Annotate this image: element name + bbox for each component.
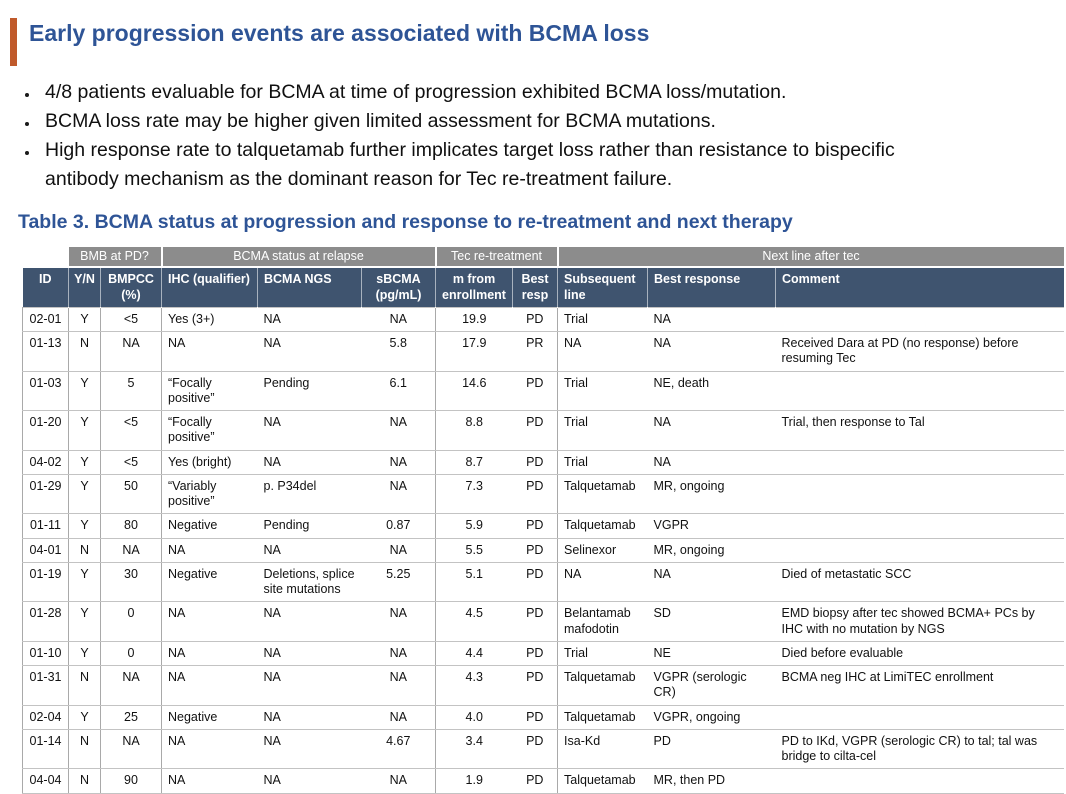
cell-m-from-enrollment: 1.9 (436, 769, 513, 793)
accent-bar (10, 18, 17, 66)
group-header-next-line: Next line after tec (558, 247, 1064, 267)
cell-comment: Died before evaluable (776, 641, 1064, 665)
cell-best-resp: PD (513, 371, 558, 411)
cell-yn: Y (69, 514, 101, 538)
cell-comment (776, 450, 1064, 474)
cell-best-response: VGPR, ongoing (648, 705, 776, 729)
cell-subsequent-line: Talquetamab (558, 666, 648, 706)
cell-id: 04-01 (23, 538, 69, 562)
cell-subsequent-line: NA (558, 332, 648, 372)
column-header-sbcma: sBCMA (pg/mL) (362, 267, 436, 307)
cell-m-from-enrollment: 7.3 (436, 474, 513, 514)
cell-bmpcc-pct: 0 (101, 641, 162, 665)
cell-best-response: MR, ongoing (648, 538, 776, 562)
cell-ihc-qualifier: NA (162, 666, 258, 706)
bullet-item (25, 107, 965, 136)
cell-id: 01-03 (23, 371, 69, 411)
cell-bcma-ngs: Pending (258, 514, 362, 538)
cell-comment: BCMA neg IHC at LimiTEC enrollment (776, 666, 1064, 706)
table-row (23, 538, 1064, 562)
cell-yn: N (69, 769, 101, 793)
cell-bcma-ngs: NA (258, 666, 362, 706)
cell-m-from-enrollment: 4.3 (436, 666, 513, 706)
table-row (23, 729, 1064, 769)
cell-best-resp: PD (513, 666, 558, 706)
cell-sbcma: NA (362, 450, 436, 474)
cell-bcma-ngs: NA (258, 769, 362, 793)
cell-bcma-ngs: NA (258, 641, 362, 665)
cell-yn: Y (69, 705, 101, 729)
cell-best-resp: PD (513, 769, 558, 793)
cell-best-response: NA (648, 562, 776, 602)
cell-bcma-ngs: p. P34del (258, 474, 362, 514)
cell-m-from-enrollment: 8.7 (436, 450, 513, 474)
cell-bmpcc-pct: 25 (101, 705, 162, 729)
cell-sbcma: NA (362, 602, 436, 642)
cell-id: 01-14 (23, 729, 69, 769)
cell-best-resp: PD (513, 411, 558, 451)
column-header-best-resp: Best resp (513, 267, 558, 307)
cell-comment (776, 474, 1064, 514)
cell-best-resp: PD (513, 474, 558, 514)
cell-id: 01-11 (23, 514, 69, 538)
cell-m-from-enrollment: 4.4 (436, 641, 513, 665)
bullet-item (25, 136, 965, 194)
cell-bcma-ngs: Pending (258, 371, 362, 411)
cell-yn: Y (69, 411, 101, 451)
cell-best-resp: PD (513, 538, 558, 562)
cell-comment: Received Dara at PD (no response) before resuming Tec (776, 332, 1064, 372)
cell-id: 01-20 (23, 411, 69, 451)
bullet-text: High response rate to talquetamab further implicates target loss rather than resistance to bispecific antibody mechanism as the dominant reason for Tec re-treatment failure. (45, 139, 895, 190)
group-header-bcma-status: BCMA status at relapse (162, 247, 436, 267)
cell-best-response: NA (648, 450, 776, 474)
cell-ihc-qualifier: NA (162, 602, 258, 642)
cell-ihc-qualifier: Yes (3+) (162, 307, 258, 331)
cell-subsequent-line: Trial (558, 371, 648, 411)
cell-ihc-qualifier: “Focally positive” (162, 411, 258, 451)
cell-id: 01-10 (23, 641, 69, 665)
title-block (10, 16, 1062, 66)
cell-sbcma: NA (362, 474, 436, 514)
column-header-bmpcc-pct: BMPCC (%) (101, 267, 162, 307)
cell-best-resp: PD (513, 602, 558, 642)
cell-bmpcc-pct: <5 (101, 307, 162, 331)
page-title: Early progression events are associated with BCMA loss (29, 20, 650, 46)
cell-id: 01-31 (23, 666, 69, 706)
cell-subsequent-line: Talquetamab (558, 514, 648, 538)
cell-best-response: NE (648, 641, 776, 665)
cell-yn: N (69, 666, 101, 706)
column-header-id: ID (23, 267, 69, 307)
cell-yn: Y (69, 450, 101, 474)
cell-subsequent-line: Belantamab mafodotin (558, 602, 648, 642)
cell-bcma-ngs: Deletions, splice site mutations (258, 562, 362, 602)
cell-bmpcc-pct: <5 (101, 450, 162, 474)
cell-bmpcc-pct: NA (101, 538, 162, 562)
table-row (23, 307, 1064, 331)
cell-subsequent-line: Talquetamab (558, 769, 648, 793)
table-row (23, 562, 1064, 602)
column-header-bcma-ngs: BCMA NGS (258, 267, 362, 307)
group-header-tec-retreatment: Tec re-treatment (436, 247, 558, 267)
cell-comment (776, 307, 1064, 331)
cell-best-response: NA (648, 307, 776, 331)
cell-comment: Trial, then response to Tal (776, 411, 1064, 451)
cell-sbcma: 5.8 (362, 332, 436, 372)
cell-subsequent-line: Trial (558, 307, 648, 331)
cell-ihc-qualifier: “Variably positive” (162, 474, 258, 514)
table-row (23, 705, 1064, 729)
cell-sbcma: 0.87 (362, 514, 436, 538)
cell-m-from-enrollment: 19.9 (436, 307, 513, 331)
cell-bmpcc-pct: 0 (101, 602, 162, 642)
column-header-yn: Y/N (69, 267, 101, 307)
cell-subsequent-line: Talquetamab (558, 705, 648, 729)
table-row (23, 666, 1064, 706)
cell-ihc-qualifier: Negative (162, 705, 258, 729)
table-header (23, 247, 1064, 307)
cell-bcma-ngs: NA (258, 729, 362, 769)
cell-bmpcc-pct: 80 (101, 514, 162, 538)
cell-bcma-ngs: NA (258, 538, 362, 562)
column-header-comment: Comment (776, 267, 1064, 307)
cell-best-resp: PD (513, 705, 558, 729)
cell-bmpcc-pct: NA (101, 729, 162, 769)
cell-sbcma: NA (362, 538, 436, 562)
cell-best-resp: PD (513, 562, 558, 602)
cell-comment (776, 705, 1064, 729)
cell-bmpcc-pct: <5 (101, 411, 162, 451)
cell-subsequent-line: NA (558, 562, 648, 602)
cell-m-from-enrollment: 17.9 (436, 332, 513, 372)
cell-yn: N (69, 729, 101, 769)
cell-yn: Y (69, 474, 101, 514)
cell-id: 01-28 (23, 602, 69, 642)
bullet-text: BCMA loss rate may be higher given limited assessment for BCMA mutations. (45, 110, 716, 132)
cell-best-resp: PD (513, 729, 558, 769)
cell-sbcma: 6.1 (362, 371, 436, 411)
column-header-best-response: Best response (648, 267, 776, 307)
cell-bmpcc-pct: 5 (101, 371, 162, 411)
cell-ihc-qualifier: NA (162, 641, 258, 665)
cell-bcma-ngs: NA (258, 307, 362, 331)
cell-m-from-enrollment: 5.1 (436, 562, 513, 602)
cell-bmpcc-pct: 90 (101, 769, 162, 793)
cell-m-from-enrollment: 8.8 (436, 411, 513, 451)
cell-best-response: PD (648, 729, 776, 769)
cell-best-response: MR, then PD (648, 769, 776, 793)
bullet-text: 4/8 patients evaluable for BCMA at time of progression exhibited BCMA loss/mutation. (45, 81, 787, 103)
cell-yn: Y (69, 602, 101, 642)
cell-yn: N (69, 332, 101, 372)
cell-ihc-qualifier: Negative (162, 514, 258, 538)
cell-best-response: NA (648, 332, 776, 372)
table-row (23, 474, 1064, 514)
cell-sbcma: NA (362, 705, 436, 729)
bcma-status-table (22, 247, 1064, 794)
bullet-dot-icon (25, 151, 29, 155)
cell-bmpcc-pct: NA (101, 332, 162, 372)
cell-id: 01-13 (23, 332, 69, 372)
cell-best-response: MR, ongoing (648, 474, 776, 514)
cell-bmpcc-pct: 30 (101, 562, 162, 602)
table-row (23, 450, 1064, 474)
cell-sbcma: NA (362, 666, 436, 706)
cell-comment (776, 371, 1064, 411)
cell-m-from-enrollment: 14.6 (436, 371, 513, 411)
cell-sbcma: NA (362, 307, 436, 331)
column-header-m-from-enrollment: m from enrollment (436, 267, 513, 307)
cell-best-response: NE, death (648, 371, 776, 411)
group-header-blank (23, 247, 69, 267)
cell-ihc-qualifier: NA (162, 769, 258, 793)
cell-ihc-qualifier: Yes (bright) (162, 450, 258, 474)
cell-best-response: SD (648, 602, 776, 642)
cell-best-resp: PD (513, 307, 558, 331)
table-body (23, 307, 1064, 793)
cell-m-from-enrollment: 4.5 (436, 602, 513, 642)
cell-best-resp: PD (513, 514, 558, 538)
cell-best-resp: PD (513, 450, 558, 474)
column-header-row (23, 267, 1064, 307)
table-row (23, 371, 1064, 411)
cell-bcma-ngs: NA (258, 411, 362, 451)
cell-subsequent-line: Selinexor (558, 538, 648, 562)
cell-id: 01-29 (23, 474, 69, 514)
cell-comment (776, 538, 1064, 562)
bullet-dot-icon (25, 122, 29, 126)
column-header-subsequent-line: Subsequent line (558, 267, 648, 307)
cell-ihc-qualifier: NA (162, 332, 258, 372)
cell-bmpcc-pct: NA (101, 666, 162, 706)
cell-bmpcc-pct: 50 (101, 474, 162, 514)
cell-best-response: VGPR (648, 514, 776, 538)
cell-yn: Y (69, 371, 101, 411)
cell-ihc-qualifier: Negative (162, 562, 258, 602)
cell-comment: PD to IKd, VGPR (serologic CR) to tal; tal was bridge to cilta-cel (776, 729, 1064, 769)
table-row (23, 411, 1064, 451)
cell-bcma-ngs: NA (258, 332, 362, 372)
cell-subsequent-line: Isa-Kd (558, 729, 648, 769)
cell-comment: EMD biopsy after tec showed BCMA+ PCs by IHC with no mutation by NGS (776, 602, 1064, 642)
bullet-list (25, 78, 965, 194)
cell-yn: N (69, 538, 101, 562)
table-row (23, 514, 1064, 538)
cell-best-response: NA (648, 411, 776, 451)
cell-sbcma: 4.67 (362, 729, 436, 769)
cell-id: 01-19 (23, 562, 69, 602)
table-row (23, 602, 1064, 642)
cell-subsequent-line: Trial (558, 411, 648, 451)
cell-ihc-qualifier: NA (162, 538, 258, 562)
cell-comment (776, 514, 1064, 538)
cell-ihc-qualifier: NA (162, 729, 258, 769)
table-row (23, 332, 1064, 372)
table-title: Table 3. BCMA status at progression and response to re-treatment and next therapy (18, 211, 793, 233)
cell-m-from-enrollment: 4.0 (436, 705, 513, 729)
cell-ihc-qualifier: “Focally positive” (162, 371, 258, 411)
cell-best-resp: PR (513, 332, 558, 372)
cell-id: 02-04 (23, 705, 69, 729)
cell-comment (776, 769, 1064, 793)
cell-yn: Y (69, 562, 101, 602)
cell-comment: Died of metastatic SCC (776, 562, 1064, 602)
cell-yn: Y (69, 307, 101, 331)
table-row (23, 641, 1064, 665)
cell-m-from-enrollment: 3.4 (436, 729, 513, 769)
cell-best-response: VGPR (serologic CR) (648, 666, 776, 706)
cell-sbcma: NA (362, 641, 436, 665)
cell-id: 04-02 (23, 450, 69, 474)
column-header-ihc-qualifier: IHC (qualifier) (162, 267, 258, 307)
group-header-row (23, 247, 1064, 267)
bullet-dot-icon (25, 93, 29, 97)
cell-sbcma: 5.25 (362, 562, 436, 602)
cell-subsequent-line: Talquetamab (558, 474, 648, 514)
cell-subsequent-line: Trial (558, 641, 648, 665)
bullet-item (25, 78, 965, 107)
cell-bcma-ngs: NA (258, 602, 362, 642)
table-row (23, 769, 1064, 793)
cell-bcma-ngs: NA (258, 450, 362, 474)
cell-m-from-enrollment: 5.5 (436, 538, 513, 562)
cell-bcma-ngs: NA (258, 705, 362, 729)
cell-sbcma: NA (362, 769, 436, 793)
cell-id: 04-04 (23, 769, 69, 793)
group-header-bmb: BMB at PD? (69, 247, 162, 267)
cell-sbcma: NA (362, 411, 436, 451)
cell-best-resp: PD (513, 641, 558, 665)
cell-id: 02-01 (23, 307, 69, 331)
cell-subsequent-line: Trial (558, 450, 648, 474)
cell-m-from-enrollment: 5.9 (436, 514, 513, 538)
cell-yn: Y (69, 641, 101, 665)
